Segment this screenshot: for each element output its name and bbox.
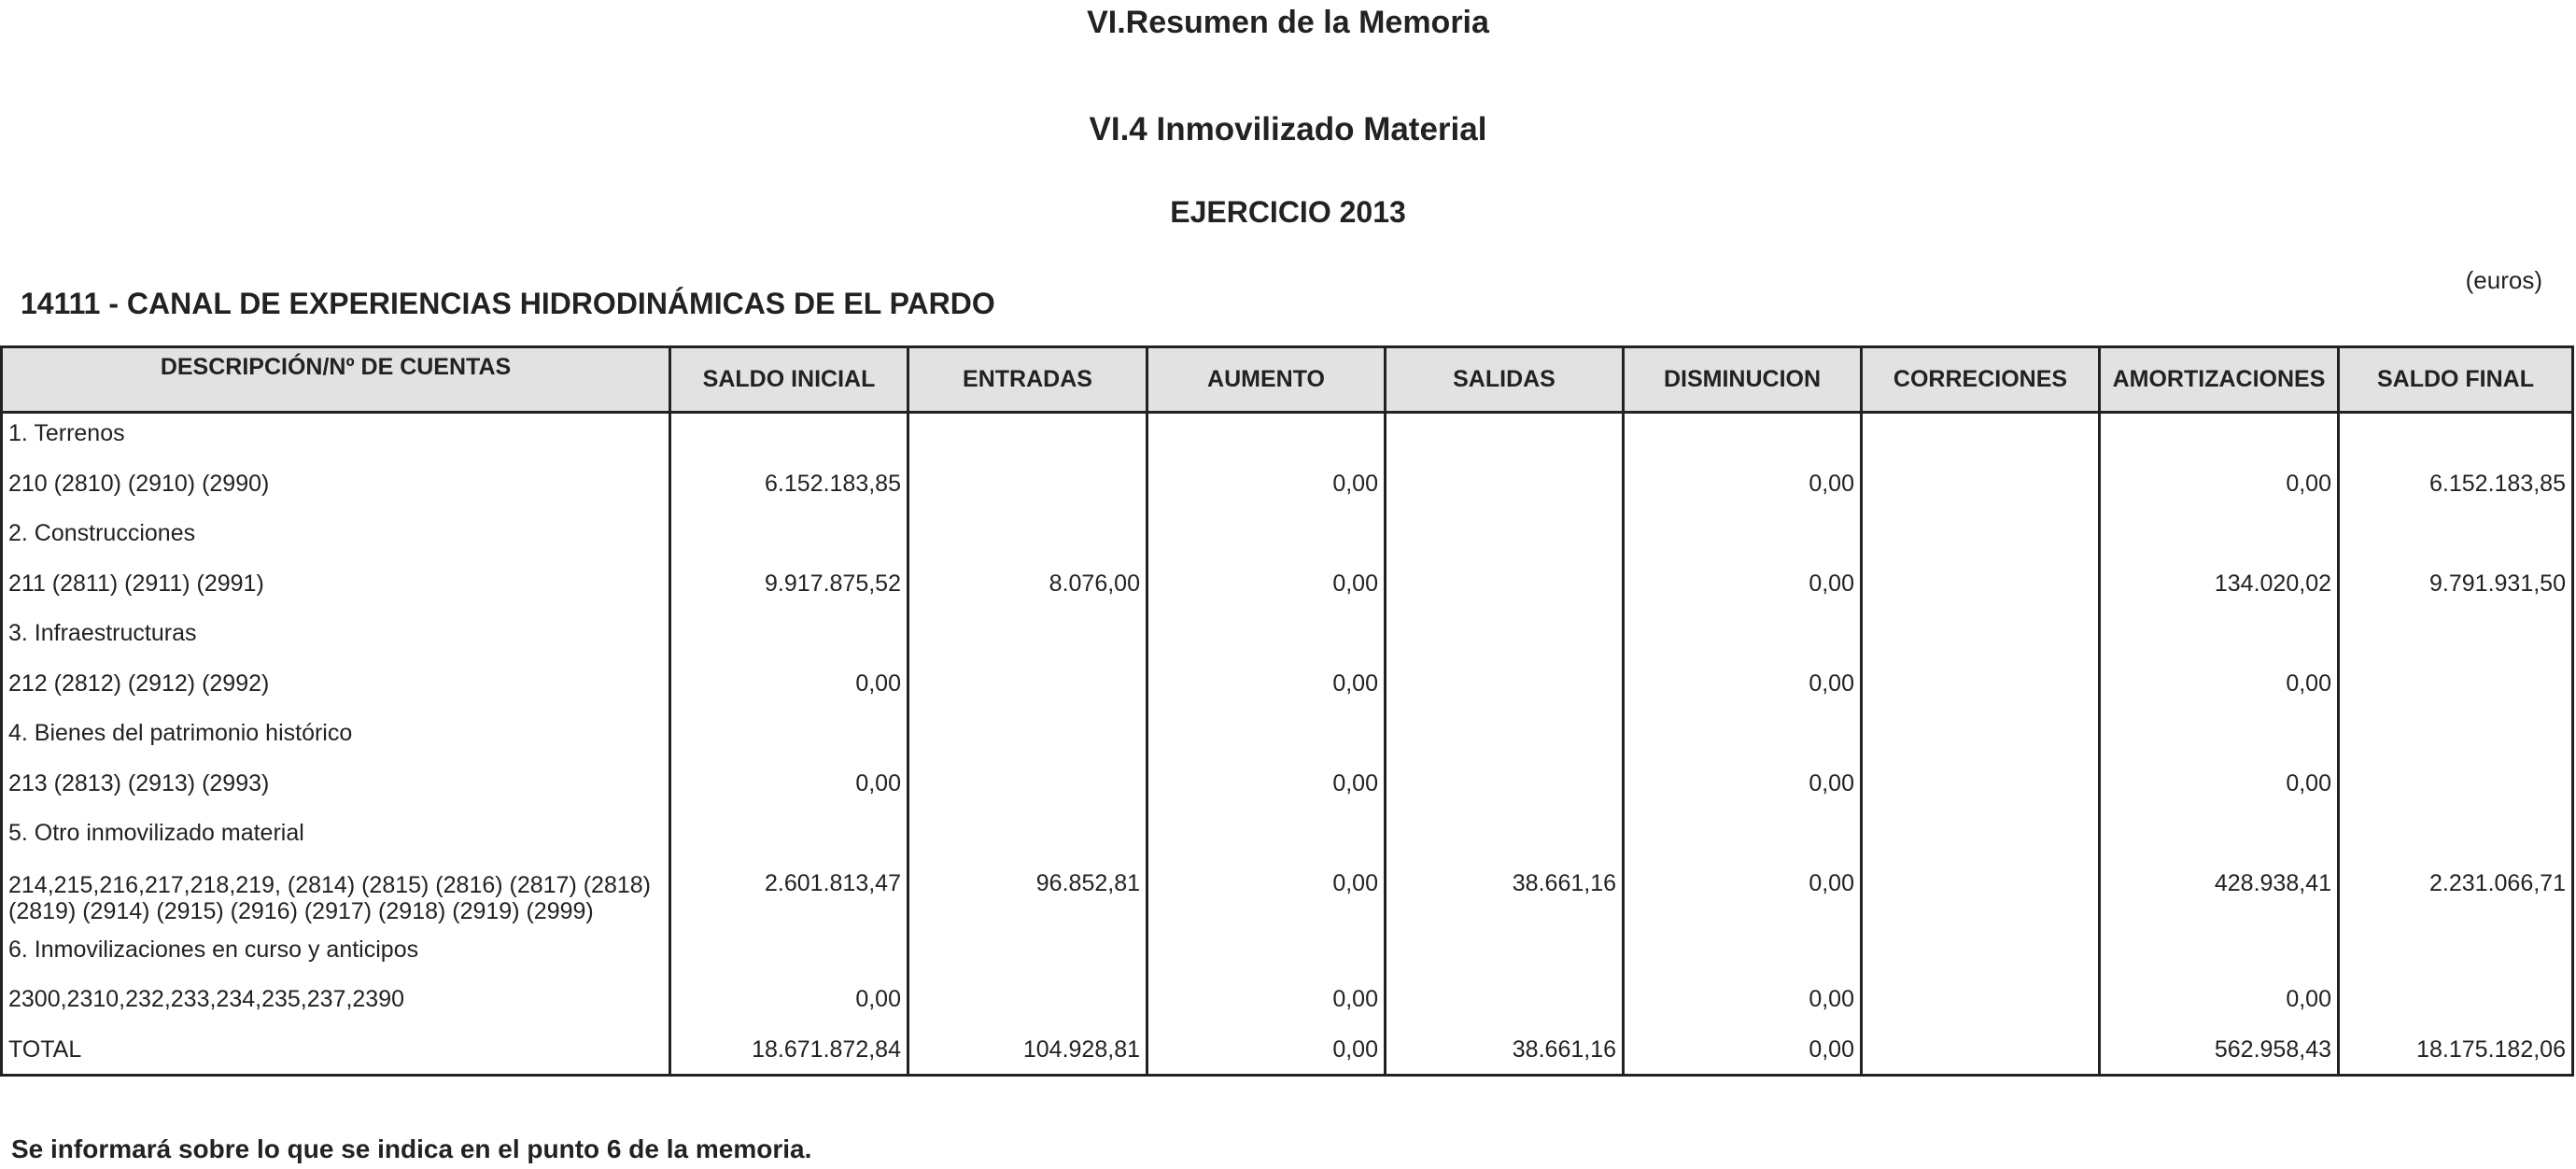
cell-description: 2. Construcciones xyxy=(8,520,196,546)
header-saldo-final: SALDO FINAL xyxy=(2376,366,2535,392)
table-row xyxy=(3,411,2571,460)
cell-description: 4. Bienes del patrimonio histórico xyxy=(8,720,353,746)
cell-amortizaciones: 134.020,02 xyxy=(2214,570,2331,597)
currency-units: (euros) xyxy=(2465,266,2542,294)
cell-amortizaciones: 0,00 xyxy=(2286,770,2331,796)
table-row xyxy=(3,711,2571,760)
cell-aumento: 0,00 xyxy=(1332,570,1378,597)
cell-description: TOTAL xyxy=(8,1036,82,1063)
cell-disminucion: 0,00 xyxy=(1809,471,1854,497)
header-salidas: SALIDAS xyxy=(1453,366,1555,392)
cell-disminucion: 0,00 xyxy=(1809,870,1854,896)
cell-disminucion: 0,00 xyxy=(1809,670,1854,697)
header-entradas: ENTRADAS xyxy=(963,366,1092,392)
cell-saldo-inicial: 0,00 xyxy=(855,670,901,697)
cell-description: 214,215,216,217,218,219, (2814) (2815) (2816) (2817) (2818) (2819) (2914) (2915) (2916) (2917) (2918) (2919) (2999) xyxy=(8,872,652,924)
table-row xyxy=(3,977,2571,1026)
table-row xyxy=(3,461,2571,511)
cell-saldo-inicial: 2.601.813,47 xyxy=(765,870,901,896)
cell-amortizaciones: 562.958,43 xyxy=(2214,1036,2331,1063)
footnote: Se informará sobre lo que se indica en el punto 6 de la memoria. xyxy=(11,1134,812,1163)
table-row xyxy=(3,561,2571,611)
cell-salidas: 38.661,16 xyxy=(1512,1036,1616,1063)
table-row xyxy=(3,511,2571,560)
cell-aumento: 0,00 xyxy=(1332,471,1378,497)
cell-saldo-inicial: 18.671.872,84 xyxy=(752,1036,901,1063)
cell-disminucion: 0,00 xyxy=(1809,570,1854,597)
fixed-assets-table xyxy=(0,345,2574,1077)
cell-aumento: 0,00 xyxy=(1332,670,1378,697)
cell-description: 3. Infraestructuras xyxy=(8,620,197,646)
cell-aumento: 0,00 xyxy=(1332,870,1378,896)
header-saldo-inicial: SALDO INICIAL xyxy=(702,366,876,392)
cell-entradas: 104.928,81 xyxy=(1022,1036,1140,1063)
cell-description: 213 (2813) (2913) (2993) xyxy=(8,770,270,796)
header-description: DESCRIPCIÓN/Nº DE CUENTAS xyxy=(160,354,512,380)
table-row xyxy=(3,611,2571,660)
cell-saldo-final: 6.152.183,85 xyxy=(2429,471,2566,497)
section-subtitle: VI.4 Inmovilizado Material xyxy=(1089,111,1487,148)
table-row xyxy=(3,1027,2571,1077)
cell-disminucion: 0,00 xyxy=(1809,770,1854,796)
header-disminucion: DISMINUCION xyxy=(1663,366,1822,392)
cell-saldo-inicial: 0,00 xyxy=(855,770,901,796)
cell-entradas: 96.852,81 xyxy=(1035,870,1140,896)
header-amortizaciones: AMORTIZACIONES xyxy=(2112,366,2326,392)
cell-description: 6. Inmovilizaciones en curso y anticipos xyxy=(8,937,419,963)
fiscal-year-label: EJERCICIO 2013 xyxy=(1170,195,1406,229)
entity-name: 14111 - CANAL DE EXPERIENCIAS HIDRODINÁMICAS DE EL PARDO xyxy=(21,287,995,320)
cell-description: 212 (2812) (2912) (2992) xyxy=(8,670,270,697)
cell-disminucion: 0,00 xyxy=(1809,986,1854,1012)
cell-saldo-final: 9.791.931,50 xyxy=(2429,570,2566,597)
table-row xyxy=(3,861,2571,927)
cell-aumento: 0,00 xyxy=(1332,770,1378,796)
cell-description: 2300,2310,232,233,234,235,237,2390 xyxy=(8,986,405,1012)
table-row xyxy=(3,761,2571,810)
table-row xyxy=(3,661,2571,711)
header-aumento: AUMENTO xyxy=(1207,366,1325,392)
cell-amortizaciones: 0,00 xyxy=(2286,670,2331,697)
table-row xyxy=(3,810,2571,860)
cell-saldo-inicial: 0,00 xyxy=(855,986,901,1012)
cell-saldo-inicial: 6.152.183,85 xyxy=(765,471,901,497)
cell-amortizaciones: 428.938,41 xyxy=(2214,870,2331,896)
cell-description: 1. Terrenos xyxy=(8,420,125,446)
cell-aumento: 0,00 xyxy=(1332,1036,1378,1063)
cell-disminucion: 0,00 xyxy=(1809,1036,1854,1063)
cell-description: 211 (2811) (2911) (2991) xyxy=(8,570,264,597)
header-correciones: CORRECIONES xyxy=(1893,366,2068,392)
cell-amortizaciones: 0,00 xyxy=(2286,471,2331,497)
cell-saldo-inicial: 9.917.875,52 xyxy=(765,570,901,597)
cell-description: 5. Otro inmovilizado material xyxy=(8,820,304,846)
cell-saldo-final: 2.231.066,71 xyxy=(2429,870,2566,896)
cell-amortizaciones: 0,00 xyxy=(2286,986,2331,1012)
cell-entradas: 8.076,00 xyxy=(1049,570,1140,597)
cell-saldo-final: 18.175.182,06 xyxy=(2416,1036,2566,1063)
cell-salidas: 38.661,16 xyxy=(1512,870,1616,896)
page-title: VI.Resumen de la Memoria xyxy=(1087,5,1489,40)
cell-description: 210 (2810) (2910) (2990) xyxy=(8,471,270,497)
table-row xyxy=(3,927,2571,977)
cell-aumento: 0,00 xyxy=(1332,986,1378,1012)
